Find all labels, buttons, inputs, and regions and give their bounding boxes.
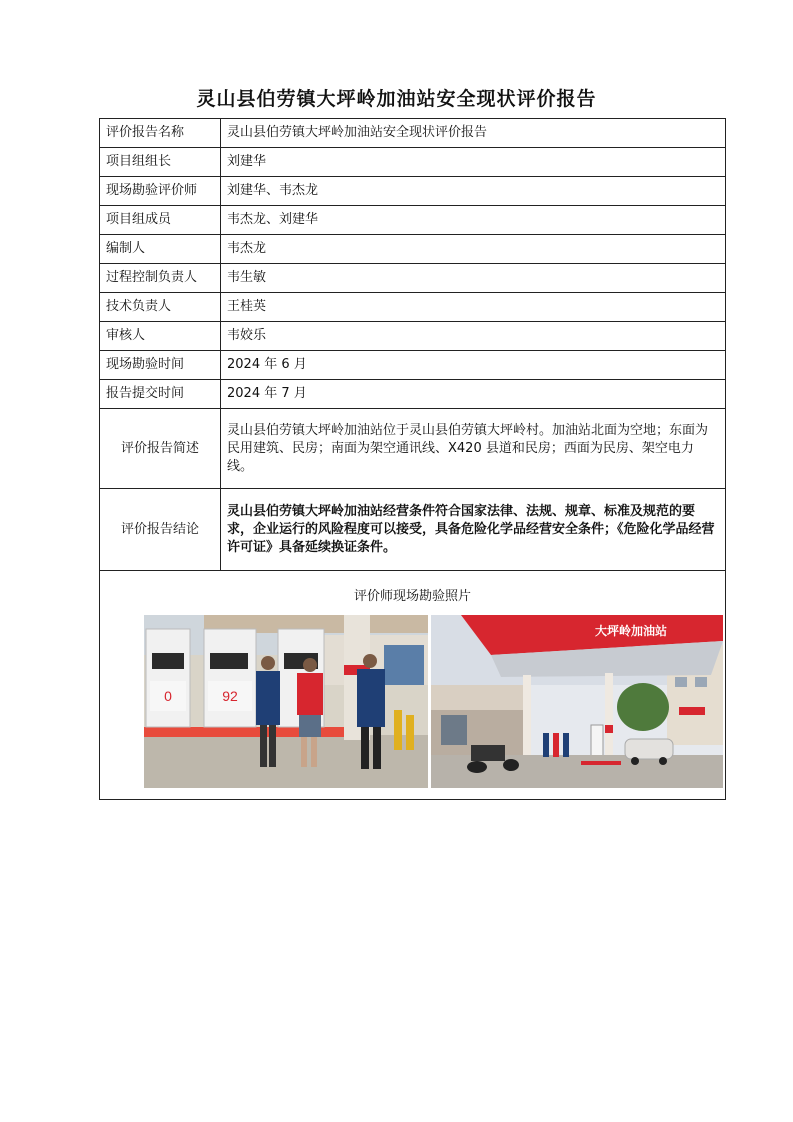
table-row: [100, 119, 726, 148]
photos-cell: [100, 571, 726, 800]
row-label: 评价报告名称: [100, 119, 221, 148]
row-label: 项目组组长: [100, 148, 221, 177]
photos-row: [100, 571, 726, 800]
table-row: [100, 351, 726, 380]
row-value: 灵山县伯劳镇大坪岭加油站安全现状评价报告: [221, 119, 726, 148]
summary-row: [100, 409, 726, 489]
conclusion-label: 评价报告结论: [100, 489, 221, 571]
photos-caption: 评价师现场勘验照片: [353, 589, 471, 604]
row-label: 过程控制负责人: [100, 264, 221, 293]
row-label: 审核人: [100, 322, 221, 351]
pump-number-label: 0: [164, 688, 172, 704]
table-row: [100, 177, 726, 206]
report-table: [99, 118, 726, 800]
inspection-photo-canopy: [431, 615, 723, 788]
row-label: 报告提交时间: [100, 380, 221, 409]
row-label: 编制人: [100, 235, 221, 264]
table-row: [100, 293, 726, 322]
row-value: 2024 年 6 月: [221, 351, 726, 380]
row-value: 刘建华、韦杰龙: [221, 177, 726, 206]
table-row: [100, 264, 726, 293]
row-value: 2024 年 7 月: [221, 380, 726, 409]
table-row: [100, 206, 726, 235]
conclusion-text: 灵山县伯劳镇大坪岭加油站经营条件符合国家法律、法规、规章、标准及规范的要求，企业运行的风险程度可以接受，具备危险化学品经营安全条件；《危险化学品经营许可证》具备延续换证条件。: [221, 489, 726, 571]
row-value: 韦姣乐: [221, 322, 726, 351]
row-label: 技术负责人: [100, 293, 221, 322]
row-value: 王桂英: [221, 293, 726, 322]
canopy-sign-label: 大坪岭加油站: [594, 624, 668, 638]
table-row: [100, 148, 726, 177]
summary-text: 灵山县伯劳镇大坪岭加油站位于灵山县伯劳镇大坪岭村。加油站北面为空地；东面为民用建筑、民房；南面为架空通讯线、X420 县道和民房；西面为民房、架空电力线。: [221, 409, 726, 489]
conclusion-row: [100, 489, 726, 571]
table-row: [100, 380, 726, 409]
table-row: [100, 235, 726, 264]
photo-row: [106, 615, 719, 793]
pump-number-label: 92: [222, 688, 238, 704]
row-label: 现场勘验评价师: [100, 177, 221, 206]
table-row: [100, 322, 726, 351]
row-label: 项目组成员: [100, 206, 221, 235]
row-value: 刘建华: [221, 148, 726, 177]
row-value: 韦杰龙、刘建华: [221, 206, 726, 235]
document-title: 灵山县伯劳镇大坪岭加油站安全现状评价报告: [196, 88, 597, 110]
inspection-photo-pumps: [144, 615, 428, 788]
row-value: 韦杰龙: [221, 235, 726, 264]
summary-label: 评价报告简述: [100, 409, 221, 489]
row-label: 现场勘验时间: [100, 351, 221, 380]
row-value: 韦生敏: [221, 264, 726, 293]
